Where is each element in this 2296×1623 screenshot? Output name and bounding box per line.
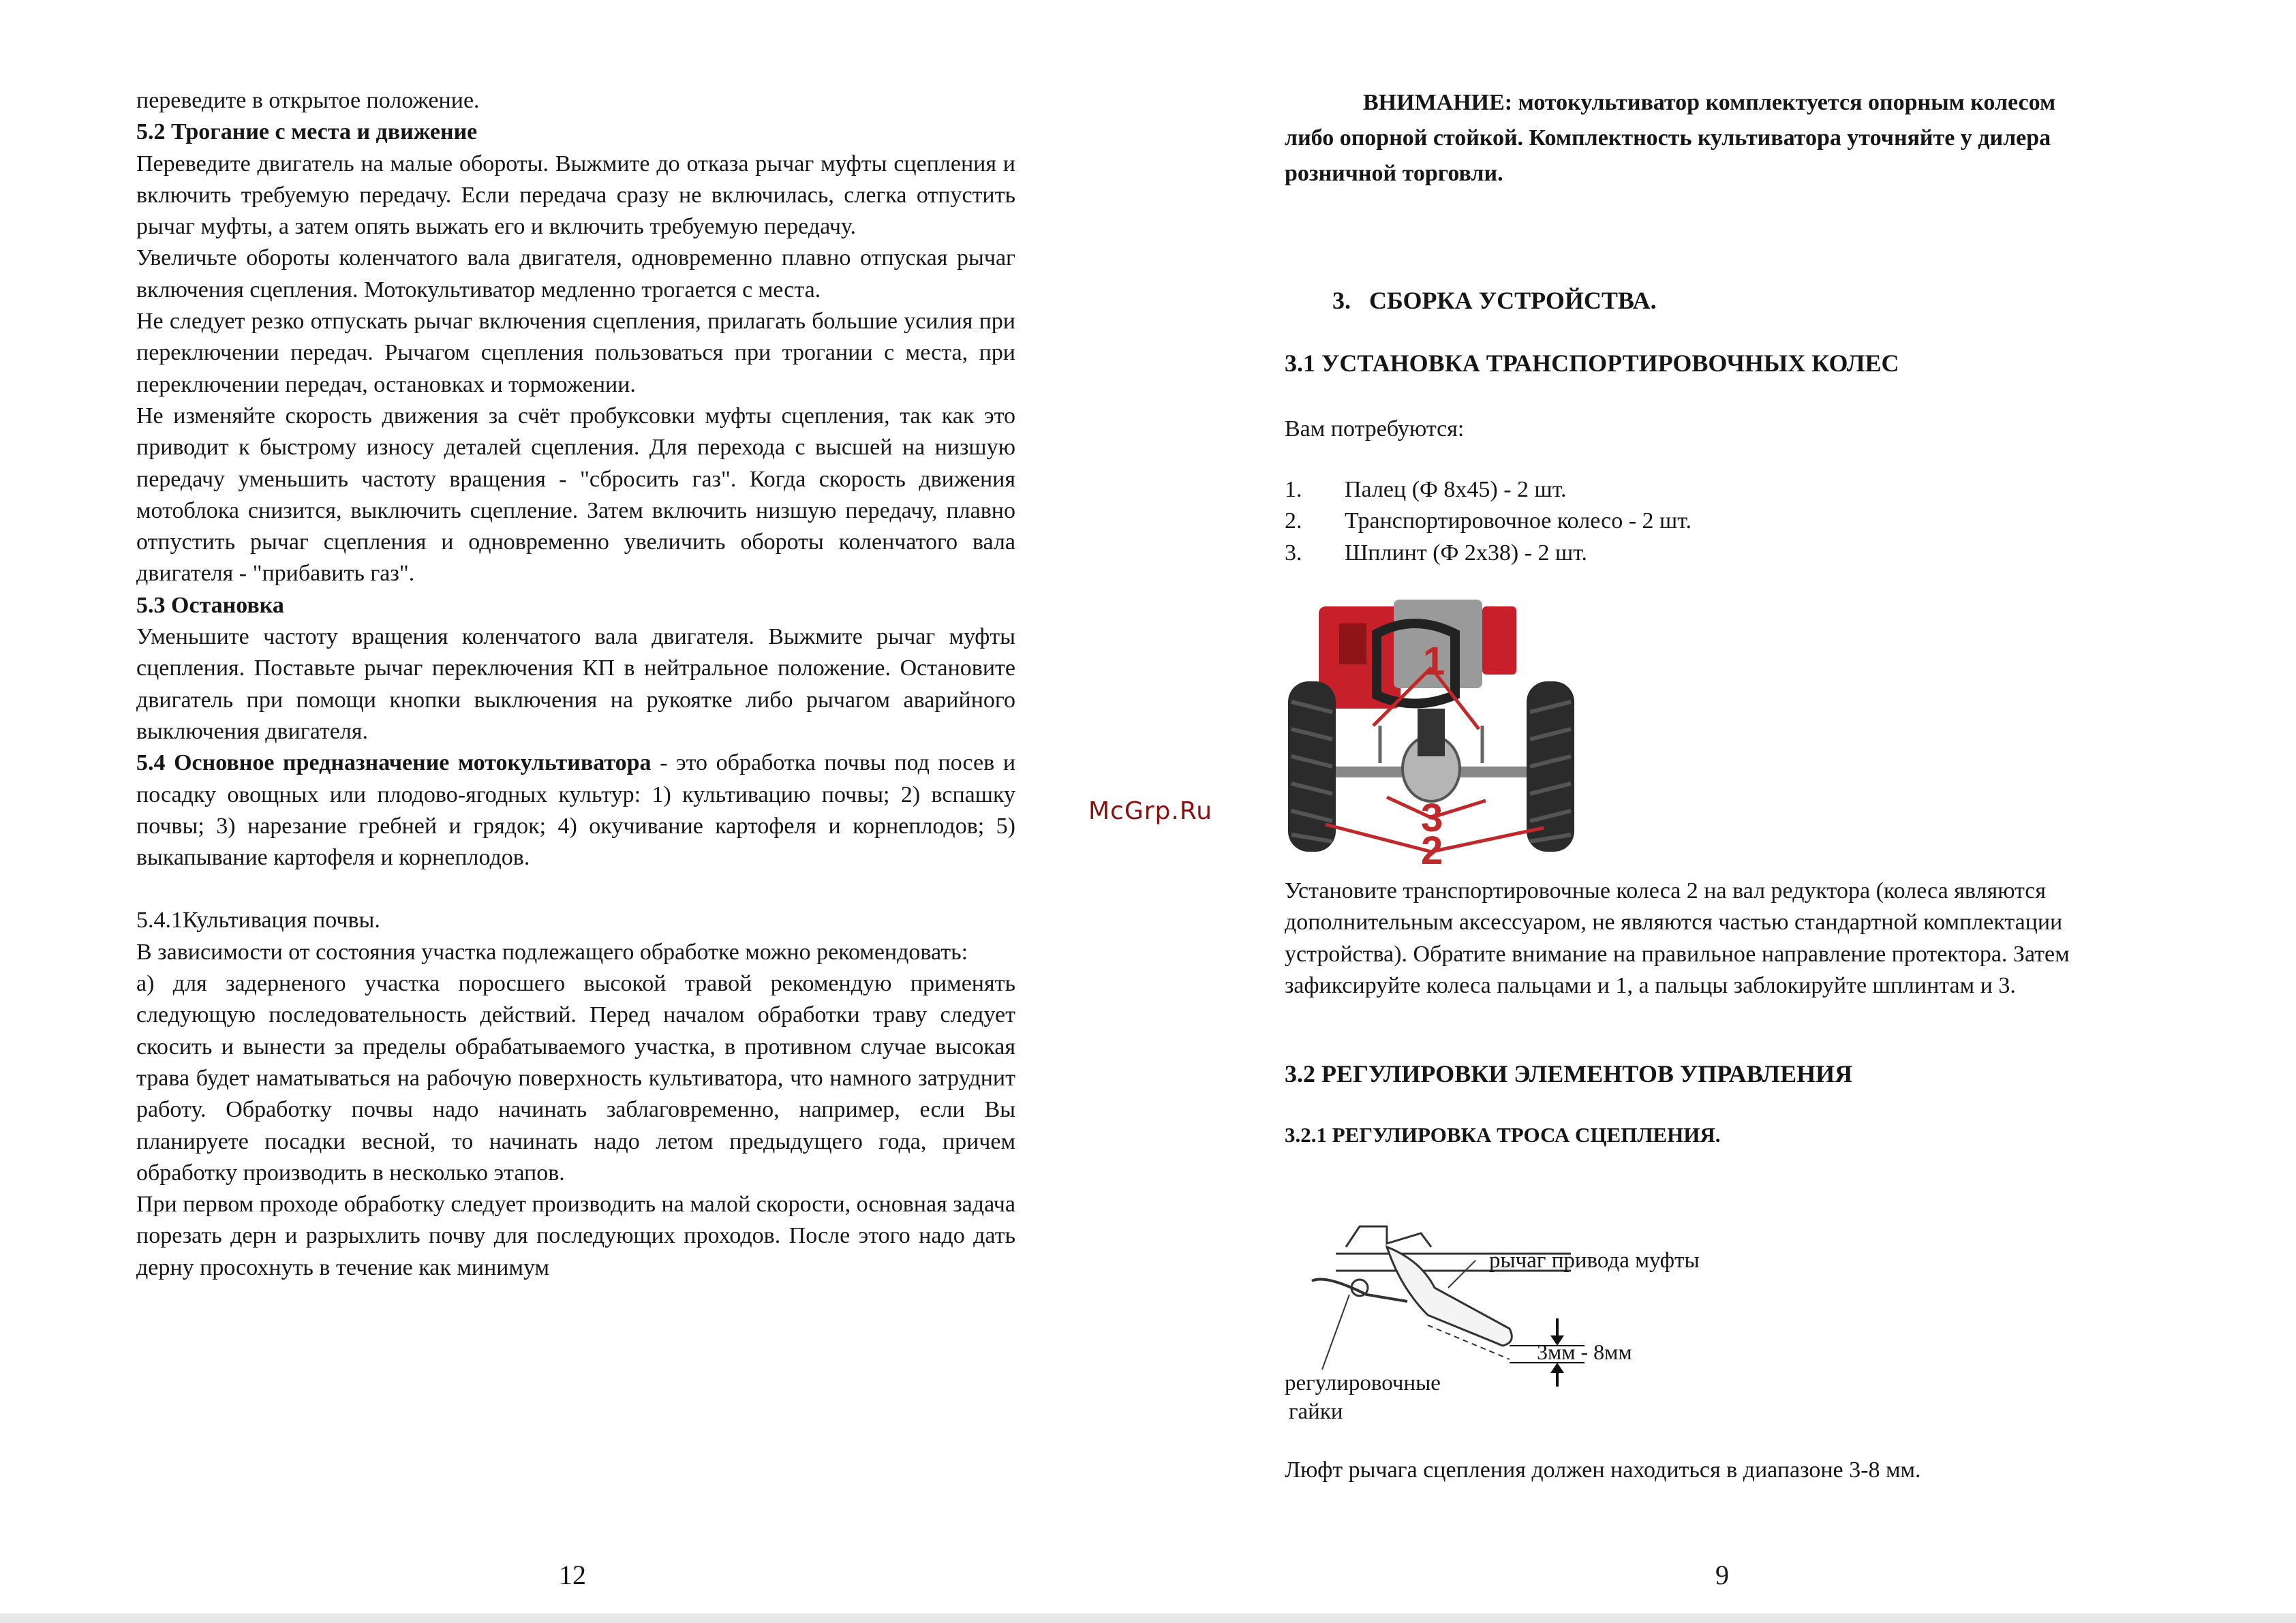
list-item-text: Шплинт (Ф 2х38) - 2 шт. bbox=[1345, 540, 1588, 566]
gap-range-label: 3мм - 8мм bbox=[1537, 1340, 1632, 1364]
section-3-2-heading: 3.2 РЕГУЛИРОВКИ ЭЛЕМЕНТОВ УПРАВЛЕНИЯ bbox=[1285, 1060, 1853, 1087]
section-5-4-paragraph bbox=[136, 747, 1015, 874]
gearbox-column bbox=[1418, 709, 1445, 756]
lever-bracket bbox=[1346, 1226, 1431, 1247]
label-two: 2 bbox=[1421, 829, 1443, 865]
label-one: 1 bbox=[1423, 639, 1445, 683]
attention-text: мотокультиватор комплектуется опорным колесом либо опорной стойкой. Комплектность культиватора уточняйте у дилера розничной торговли. bbox=[1285, 90, 2056, 186]
list-item-number: 3. bbox=[1285, 540, 1302, 566]
list-item-text: Палец (Ф 8х45) - 2 шт. bbox=[1345, 477, 1567, 502]
section-5-4-heading: 5.4 Основное предназначение мотокультиватора bbox=[136, 750, 652, 776]
list-item bbox=[1285, 506, 1692, 537]
left-text-column bbox=[136, 85, 1015, 1284]
section-5-2-heading: 5.2 Трогание с места и движение bbox=[136, 119, 478, 145]
need-label: Вам потребуются: bbox=[1285, 416, 1465, 442]
nuts-leader-line bbox=[1322, 1295, 1349, 1370]
section-5-3-heading: 5.3 Остановка bbox=[136, 592, 284, 618]
section-3-heading bbox=[1332, 286, 1657, 315]
intro-line: переведите в открытое положение. bbox=[136, 88, 480, 113]
bottom-edge bbox=[0, 1613, 2296, 1623]
list-item bbox=[1285, 474, 1692, 506]
attention-block bbox=[1285, 85, 2102, 191]
nuts-label-line-1: регулировочные bbox=[1285, 1371, 1441, 1395]
section-5-4-1-paragraph-1: В зависимости от состояния участка подлежащего обработке можно рекомендовать: bbox=[136, 939, 968, 965]
nuts-label-line-2: гайки bbox=[1289, 1400, 1343, 1424]
section-5-2-paragraph-4: Не изменяйте скорость движения за счёт пробуксовки муфты сцепления, так как это приводит к быстрому износу деталей сцепления. Для перехода с высшей на низшую передачу уменьшить частоту вращения - "сбросить газ". Когда скорость движения мотоблока снизится, выключить сцепление. Затем включить низшую передачу, плавно отпустить рычаг сцепления и одновременно увеличить обороты коленчатого вала двигателя - "прибавить газ". bbox=[136, 403, 1015, 587]
section-5-4-1-paragraph-3: При первом проходе обработку следует производить на малой скорости, основная задача порезать дерн и разрыхлить почву для последующих проходов. После этого надо дать дерну просохнуть в течение как минимум bbox=[136, 1192, 1015, 1280]
section-5-2-paragraph-2: Увеличьте обороты коленчатого вала двигателя, одновременно плавно отпуская рычаг включения сцепления. Мотокультиватор медленно трогается с места. bbox=[136, 245, 1015, 303]
section-5-2-paragraph-3: Не следует резко отпускать рычаг включения сцепления, прилагать большие усилия при переключении передач. Рычагом сцепления пользоваться при трогании с места, при переключении передач, остановках и торможении. bbox=[136, 309, 1015, 397]
engine-panel bbox=[1339, 623, 1366, 664]
section-5-3-paragraph: Уменьшите частоту вращения коленчатого вала двигателя. Выжмите рычаг муфты сцепления. Поставьте рычаг переключения КП в нейтральное положение. Остановите двигатель при помощи кнопки выключения на рукоятке либо рычагом аварийного выключения двигателя. bbox=[136, 624, 1015, 744]
label-three: 3 bbox=[1421, 796, 1443, 840]
lever-leader-line bbox=[1448, 1261, 1475, 1288]
section-3-1-heading: 3.1 УСТАНОВКА ТРАНСПОРТИРОВОЧНЫХ КОЛЕС bbox=[1285, 350, 1899, 377]
list-item-number: 2. bbox=[1285, 508, 1302, 534]
watermark-link[interactable]: McGrp.Ru bbox=[1088, 797, 1213, 825]
section-3-title: СБОРКА УСТРОЙСТВА. bbox=[1369, 287, 1657, 314]
section-3-2-1-text: Люфт рычага сцепления должен находиться в диапазоне 3-8 мм. bbox=[1285, 1457, 1921, 1483]
lever-label: рычаг привода муфты bbox=[1489, 1248, 1700, 1273]
attention-paragraph bbox=[1285, 85, 2102, 191]
section-3-number: 3. bbox=[1332, 287, 1351, 314]
list-item bbox=[1285, 538, 1692, 569]
list-item-number: 1. bbox=[1285, 477, 1302, 502]
section-5-4-1-heading: 5.4.1Культивация почвы. bbox=[136, 908, 380, 933]
left-page-number: 12 bbox=[559, 1560, 586, 1590]
section-5-4-text: - это обработка почвы под посев и посадку овощных или плодово-ягодных культур: 1) культивацию почвы; 2) вспашку почвы; 3) нарезание гребней и грядок; 4) окучивание картофеля и корнеплодов; 5) выкапывание картофеля и корнеплодов. bbox=[136, 750, 1016, 871]
clutch-cable bbox=[1312, 1280, 1407, 1302]
list-item-text: Транспортировочное колесо - 2 шт. bbox=[1345, 508, 1692, 534]
transport-wheels-figure bbox=[1285, 593, 1578, 865]
fuel-tank bbox=[1482, 606, 1516, 675]
right-page-number: 9 bbox=[1715, 1560, 1729, 1590]
parts-list bbox=[1285, 474, 1692, 569]
section-3-1-text: Установите транспортировочные колеса 2 на вал редуктора (колеса являются дополнительным аксессуаром, не являются частью стандартной комплектации устройства). Обратите внимание на правильное направление протектора. Затем зафиксируйте колеса пальцами и 1, а пальцы заблокируйте шплинтам и 3. bbox=[1285, 878, 2070, 998]
arrow-bottom-head bbox=[1550, 1363, 1564, 1373]
clutch-lever-figure bbox=[1285, 1206, 1762, 1438]
spacer bbox=[136, 874, 1015, 905]
section-3-2-1-heading: 3.2.1 РЕГУЛИРОВКА ТРОСА СЦЕПЛЕНИЯ. bbox=[1285, 1123, 1721, 1147]
attention-label: ВНИМАНИЕ: bbox=[1363, 90, 1513, 115]
section-5-4-1-paragraph-2: а) для задерненого участка поросшего высокой травой рекомендую применять следующую последовательность действий. Перед началом обработки траву следует скосить и вынести за пределы обрабатываемого участка, в противном случае высокая трава будет наматываться на рабочую поверхность культиватора, что намного затруднит работу. Обработку почвы надо начинать заблаговременно, например, если Вы планируете посадки весной, то начинать надо летом предыдущего года, причем обработку производить в несколько этапов. bbox=[136, 971, 1015, 1186]
section-5-2-paragraph-1: Переведите двигатель на малые обороты. Выжмите до отказа рычаг муфты сцепления и включить требуемую передачу. Если передача сразу не включилась, слегка отпустить рычаг муфты, а затем опять выжать его и включить требуемую передачу. bbox=[136, 151, 1015, 240]
